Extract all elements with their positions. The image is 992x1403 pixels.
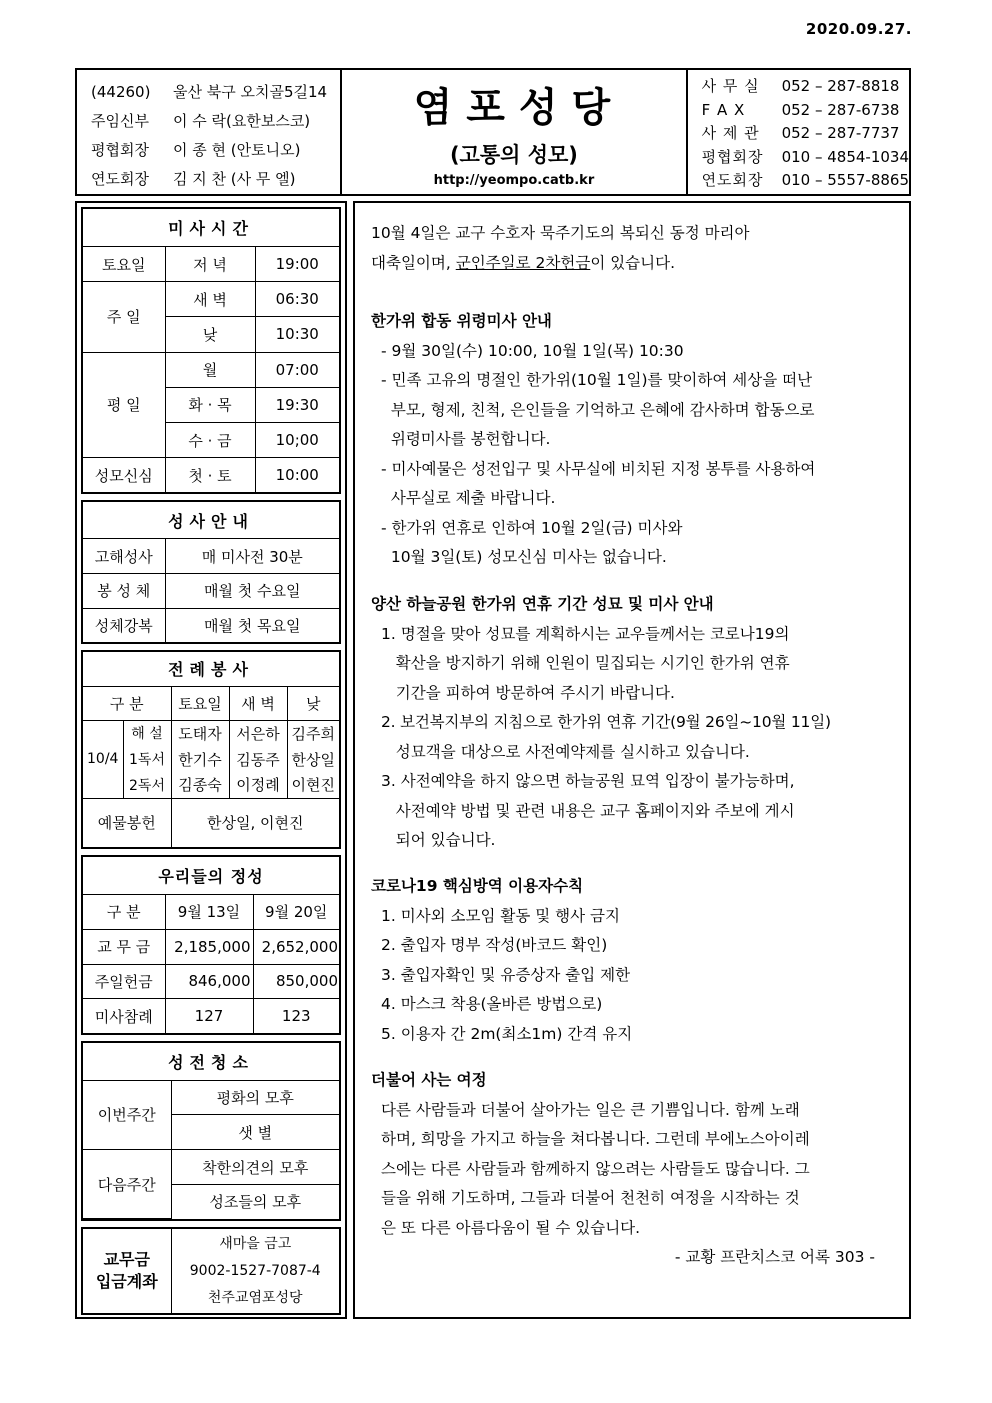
- table-row: 샛 별: [83, 1115, 339, 1150]
- church-patron: (고통의 성모): [449, 143, 578, 167]
- contact-rectory: 사 제 관 052 – 287-7737: [701, 124, 900, 142]
- table-row: 교 무 금 2,185,000 2,652,000: [83, 929, 339, 964]
- table-row: 봉 성 체 매월 첫 수요일: [83, 574, 339, 609]
- living-together-section: 더불어 사는 여정 다른 사람들과 더불어 살아가는 일은 큰 기쁨입니다. 함께 노래 하며, 희망을 가지고 하늘을 쳐다봅니다. 그런데 부에노스아이레 스에는 다른 사람들과 함께하지 않으려는 사람들도 많습니다. 그 들을 위해 기도하며, 그들과 더불어 천천히 여정을 시작하는 것 은 또 다른 아름다움이 될 수 있습니다. - 교황 프란치스코 어록 303 -: [371, 1066, 911, 1273]
- parish-info: [77, 70, 342, 194]
- section-title: 더불어 사는 여정: [371, 1071, 487, 1089]
- bulletin-header: [75, 68, 911, 196]
- address-line: (44260) 울산 북구 오치골5길14: [91, 83, 328, 101]
- bank-name: 새마을 금고: [219, 1235, 292, 1252]
- table-row: 다음주간 착한의견의 모후: [83, 1150, 339, 1185]
- contact-fax: F A X 052 – 287-6738: [701, 100, 900, 119]
- cemetery-visit-section: 양산 하늘공원 한가위 연휴 기간 성묘 및 미사 안내 1. 명절을 맞아 성묘를 계획하시는 교우들께서는 코로나19의 확산을 방지하기 위해 인원이 밀집되는 시기인 한가위 연휴 기간을 피하여 방문하여 주시기 바랍니다. 2. 보건복지부의 지침으로 한가위 연휴 기간(9월 26일~10월 11일) 성묘객을 대상으로 사전예약제를 실시하고 있습니다. 3. 사전예약을 하지 않으면 하늘공원 묘역 입장이 불가능하며, 사전예약 방법 및 관련 내용은 교구 홈페이지와 주보에 게시 되어 있습니다.: [371, 590, 911, 856]
- contact-info: [688, 70, 909, 194]
- church-name: 염포성당: [413, 85, 625, 131]
- table-row: 주 일 새 벽 06:30: [83, 282, 339, 317]
- church-cleaning-table: [81, 1041, 341, 1221]
- section-title: 양산 하늘공원 한가위 연휴 기간 성묘 및 미사 안내: [371, 595, 714, 613]
- notices-panel: [353, 201, 911, 1319]
- sacrament-title: 성사안내: [83, 502, 339, 539]
- pope-quote-source: - 교황 프란치스코 어록 303 -: [674, 1248, 875, 1266]
- church-url[interactable]: http://yeompo.catb.kr: [433, 173, 595, 188]
- table-row: 2독서 김종숙 이정례 이현진: [83, 772, 339, 798]
- table-row: 토요일 저 녁 19:00: [83, 247, 339, 282]
- pastor-line: 주임신부 이 수 락(요한보스코): [91, 112, 311, 130]
- contact-requiem: 연도회장 010 – 5557-8865: [701, 171, 909, 189]
- contact-council: 평협회장 010 – 4854-1034: [701, 147, 909, 166]
- bulletin-date: 2020.09.27.: [805, 20, 912, 38]
- table-row: 성모신심 첫 · 토 10:00: [83, 458, 339, 492]
- liturgy-service-table: [81, 650, 341, 849]
- table-row: 화 · 목 19:30: [83, 387, 339, 422]
- table-row: 수 · 금 10;00: [83, 422, 339, 457]
- table-row: 고해성사 매 미사전 30분: [83, 539, 339, 574]
- requiem-president-line: 연도회장 김 지 찬 (사 무 엘): [91, 170, 296, 188]
- table-row: 성체강복 매월 첫 목요일: [83, 608, 339, 642]
- table-row: 평 일 월 07:00: [83, 352, 339, 387]
- table-row: 예물봉헌 한상일, 이현진: [83, 798, 339, 847]
- table-row: 낮 10:30: [83, 317, 339, 352]
- table-row: 이번주간 평화의 모후: [83, 1080, 339, 1115]
- liturgy-title: 전례봉사: [83, 652, 339, 686]
- tithe-account-box: 교무금 입금계좌 새마을 금고 9002-1527-7087-4 천주교염포성당: [81, 1227, 341, 1315]
- table-row: 1독서 한기수 김동주 한상일: [83, 746, 339, 772]
- account-number: 9002-1527-7087-4: [189, 1262, 321, 1279]
- covid-rules-section: 코로나19 핵심방역 이용자수칙 1. 미사외 소모임 활동 및 행사 금지 2. 출입자 명부 작성(바코드 확인) 3. 출입자확인 및 유증상자 출입 제한 4. 마스크 착용(올바른 방법으로) 5. 이용자 간 2m(최소1m) 간격 유지: [371, 872, 911, 1049]
- mass-times-table: [81, 207, 341, 494]
- table-row: 성조들의 모후: [83, 1184, 339, 1218]
- table-row: 주일헌금 846,000 850,000: [83, 964, 339, 999]
- chuseok-memorial-mass-section: 한가위 합동 위령미사 안내 - 9월 30일(수) 10:00, 10월 1일(목) 10:30 - 민족 고유의 명절인 한가위(10월 1일)를 맞이하여 세상을 떠난 부모, 형제, 친척, 은인들을 기억하고 은혜에 감사하며 합동으로 위령미사를 봉헌합니다. - 미사예물은 성전입구 및 사무실에 비치된 지정 봉투를 사용하여 사무실로 제출 바랍니다. - 한가위 연휴로 인하여 10월 2일(금) 미사와 10월 3일(토) 성모신심 미사는 없습니다.: [371, 307, 911, 573]
- contact-office: 사 무 실 052 – 287-8818: [701, 77, 900, 95]
- table-row: 미사참례 127 123: [83, 999, 339, 1033]
- cleaning-title: 성전청소: [83, 1043, 339, 1080]
- parish-title-block: [342, 70, 687, 194]
- sacrament-table: [81, 500, 341, 644]
- table-row: 구 분 9월 13일 9월 20일: [83, 894, 339, 929]
- table-row: 10/4 해 설 도태자 서은하 김주희: [83, 720, 339, 746]
- council-president-line: 평협회장 이 종 현 (안토니오): [91, 141, 301, 159]
- offerings-table: [81, 855, 341, 1035]
- left-sidebar: [75, 201, 347, 1319]
- account-holder: 천주교염포성당: [207, 1289, 303, 1306]
- mass-times-title: 미사시간: [83, 209, 339, 247]
- table-row: 구 분 토요일 새 벽 낮: [83, 686, 339, 720]
- offerings-title: 우리들의 정성: [83, 857, 339, 894]
- section-title: 한가위 합동 위령미사 안내: [371, 312, 552, 330]
- section-title: 코로나19 핵심방역 이용자수칙: [371, 877, 584, 895]
- feast-announcement: 10월 4일은 교구 수호자 묵주기도의 복되신 동정 마리아 대축일이며, 군인주일로 2차헌금이 있습니다.: [371, 224, 750, 272]
